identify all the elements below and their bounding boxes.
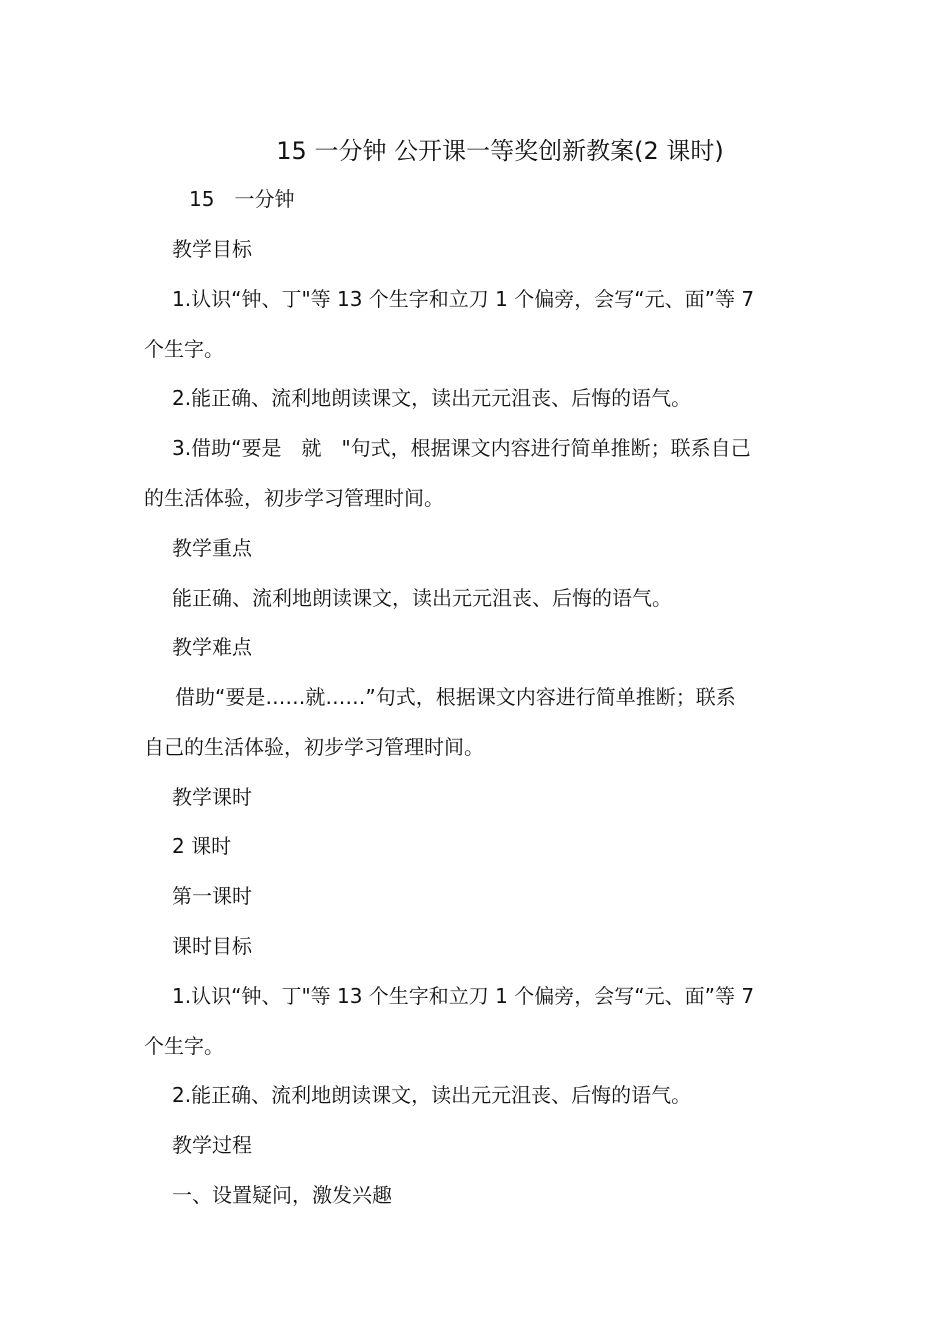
- difficulty-line-2: 自己的生活体验，初步学习管理时间。: [144, 735, 484, 759]
- first-lesson-heading: 第一课时: [172, 884, 252, 908]
- section-heading-difficulties: 教学难点: [172, 635, 252, 659]
- section-heading-class-hours: 教学课时: [172, 785, 252, 809]
- objective-3-line-1: 3.借助“要是 就 "句式，根据课文内容进行简单推断；联系自己: [172, 436, 751, 460]
- class-hours-value: 2 课时: [172, 834, 232, 858]
- lesson-objective-1-line-1: 1.认识“钟、丁"等 13 个生字和立刀 1 个偏旁，会写“元、面”等 7: [172, 984, 755, 1008]
- document-title: 15 一分钟 公开课一等奖创新教案(2 课时): [276, 137, 724, 165]
- process-step-1: 一、设置疑问，激发兴趣: [172, 1183, 392, 1207]
- lesson-objectives-heading: 课时目标: [172, 934, 252, 958]
- objective-1-line-2: 个生字。: [144, 337, 224, 361]
- lesson-objective-2: 2.能正确、流利地朗读课文，读出元元沮丧、后悔的语气。: [172, 1083, 692, 1107]
- section-heading-process: 教学过程: [172, 1133, 252, 1157]
- objective-1-line-1: 1.认识“钟、丁"等 13 个生字和立刀 1 个偏旁，会写“元、面”等 7: [172, 287, 755, 311]
- section-heading-objectives: 教学目标: [172, 237, 252, 261]
- key-point-text: 能正确、流利地朗读课文，读出元元沮丧、后悔的语气。: [172, 586, 672, 610]
- section-heading-key-points: 教学重点: [172, 536, 252, 560]
- lesson-objective-1-line-2: 个生字。: [144, 1034, 224, 1058]
- objective-3-line-2: 的生活体验，初步学习管理时间。: [144, 486, 444, 510]
- objective-2: 2.能正确、流利地朗读课文，读出元元沮丧、后悔的语气。: [172, 386, 692, 410]
- difficulty-line-1: 借助“要是……就……”句式，根据课文内容进行简单推断；联系: [175, 685, 736, 709]
- lesson-heading: 15 一分钟: [189, 187, 295, 211]
